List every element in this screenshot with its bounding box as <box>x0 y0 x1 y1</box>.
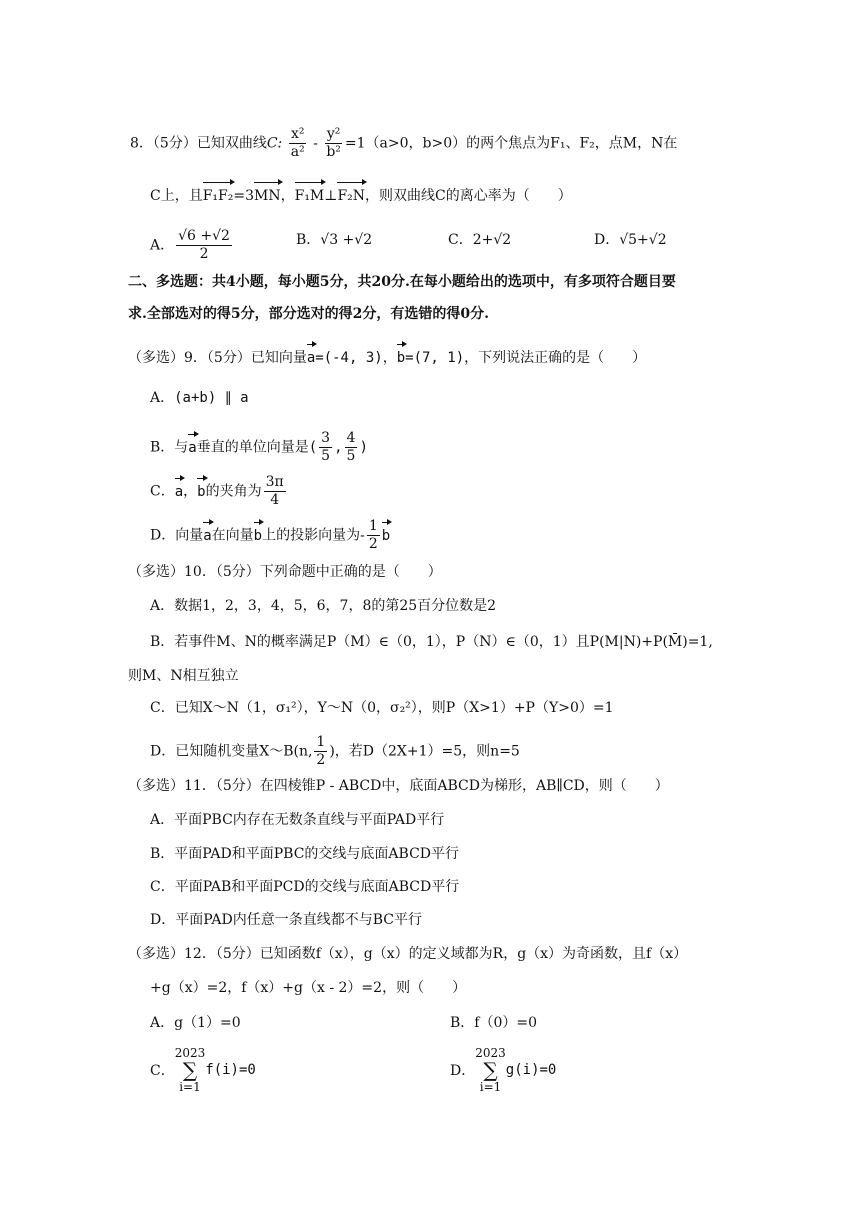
q9-option-b-den2: 5 <box>346 448 356 464</box>
q10-option-d <box>150 734 520 769</box>
q9-option-b-text: 垂直的单位向量是 <box>196 439 309 456</box>
q9-option-a-label: A． <box>150 390 175 406</box>
q9-option-c-vector-b: b <box>197 476 205 502</box>
q8-option-b: B．√3 +√2 <box>296 232 373 248</box>
q10-option-c: C．已知X～N（1，σ₁²），Y～N（0，σ₂²），则P（X>1）+P（Y>0）=1 <box>150 700 614 716</box>
q8-frac-y <box>324 126 343 161</box>
q8-option-a-frac <box>176 228 232 263</box>
q11-option-a: A．平面PBC内存在无数条直线与平面PAD平行 <box>150 812 445 828</box>
q8-curve: C: <box>266 135 283 152</box>
summation-icon: ∑ <box>182 1058 198 1082</box>
q9-option-a <box>150 388 249 408</box>
q8-frac-y-den: b² <box>326 144 341 160</box>
q10-option-d-num: 1 <box>316 734 326 750</box>
q12-option-c <box>150 1046 256 1094</box>
q9-option-b-num2: 4 <box>346 430 356 446</box>
q9-option-b-num1: 3 <box>321 430 331 446</box>
q8-stem-line1 <box>130 126 677 161</box>
q9-option-d-vector-b2: b <box>382 520 390 546</box>
summation-icon: ∑ <box>483 1058 498 1082</box>
q8-eq: =3 <box>233 188 255 204</box>
q9-option-c-vector-a: a <box>175 476 183 502</box>
q8-stem-line2 <box>150 180 572 206</box>
q9-option-d-num: 1 <box>368 518 378 534</box>
q12-option-c-expr: f(i)=0 <box>205 1062 256 1078</box>
q10-option-b-line2: 则M、N相互独立 <box>128 668 239 684</box>
q8-option-a <box>150 228 234 263</box>
q9-vector-a-value: =(-4, 3)， <box>315 350 397 366</box>
q9-stem-text: （多选）9．（5分）已知向量 <box>128 350 307 366</box>
q12-option-d-upper: 2023 <box>475 1046 506 1060</box>
q10-option-d-text-b: )，若D（2X+1）=5，则n=5 <box>329 743 520 760</box>
q8-stem-text: 8．（5分）已知双曲线 <box>130 135 267 152</box>
q12-stem-line2: +g（x）=2，f（x）+g（x - 2）=2，则（ ） <box>150 980 467 996</box>
q12-option-d-sum <box>475 1046 506 1094</box>
q8-minus: - <box>308 135 323 152</box>
q8-frac-x <box>289 126 307 161</box>
q9-option-a-expr: (a+b) ∥ a <box>174 390 249 406</box>
q9-option-c-text: 的夹角为 <box>205 483 262 500</box>
q9-option-c-label: C． <box>150 483 175 500</box>
q12-option-c-sum <box>175 1046 206 1094</box>
q10-stem: （多选）10．（5分）下列命题中正确的是（ ） <box>128 564 442 580</box>
q8-frac-y-num: y² <box>326 126 341 142</box>
q12-option-d <box>450 1046 556 1094</box>
q11-option-b: B．平面PAD和平面PBC的交线与底面ABCD平行 <box>150 846 460 862</box>
q8-vector-f1m: F₁M <box>295 180 325 206</box>
q9-option-d-vector-a: a <box>203 520 211 546</box>
q9-option-d-frac <box>367 518 380 553</box>
q9-option-d-den: 2 <box>368 536 378 552</box>
q9-option-d-vector-b: b <box>254 520 262 546</box>
q9-option-d-text1: 在向量 <box>211 527 254 544</box>
q8-option-d: D．√5+√2 <box>594 232 667 248</box>
q12-option-c-lower: i=1 <box>179 1080 201 1094</box>
q9-stem <box>128 342 646 368</box>
q8-vector-f2n: F₂N <box>337 180 365 206</box>
q8-vector-f1f2: F₁F₂ <box>203 180 234 206</box>
q8-comma: ， <box>280 188 295 204</box>
q10-option-d-frac <box>314 734 327 769</box>
q8-stem-d: ，则双曲线C的离心率为（ ） <box>365 188 572 204</box>
q8-option-a-den: 2 <box>199 246 209 262</box>
section-heading-line2: 求.全部选对的得5分，部分选对的得2分，有选错的得0分. <box>128 306 489 322</box>
q10-option-d-text-a: D．已知随机变量X～B(n, <box>150 743 313 760</box>
q8-option-c: C．2+√2 <box>448 232 512 248</box>
q12-option-d-label: D． <box>450 1063 476 1079</box>
q8-frac-x-num: x² <box>290 126 305 142</box>
section-heading-line1: 二、多选题：共4小题，每小题5分，共20分.在每小题给出的选项中，有多项符合题目要 <box>128 274 676 290</box>
q8-option-a-num: √6 +√2 <box>178 228 230 244</box>
q8-stem-tail: =1（a>0，b>0）的两个焦点为F₁、F₂，点M，N在 <box>344 135 678 152</box>
q9-vector-b-value: =(7, 1) <box>405 350 465 366</box>
q8-vector-mn: MN <box>254 180 281 206</box>
q8-stem-c: C上，且 <box>150 188 203 204</box>
q9-option-b-vector-a: a <box>188 432 196 458</box>
q9-option-c-den: 4 <box>270 492 280 508</box>
q9-option-c-num: 3π <box>265 474 284 490</box>
q9-option-b: B．与a垂直的单位向量是( $\frac{3}{5}$ , $\frac{4}{5}$ ) <box>150 430 368 464</box>
q9-option-b-den1: 5 <box>321 448 331 464</box>
q9-vector-b: b <box>397 342 405 368</box>
q9-stem-tail: ，下列说法正确的是（ ） <box>464 350 647 366</box>
q8-perp: ⊥ <box>324 188 338 204</box>
q10-option-d-den: 2 <box>316 752 326 768</box>
q8-frac-x-den: a² <box>290 144 305 160</box>
q9-option-c: C．a，b的夹角为 $\frac{3\pi}{4}$ <box>150 474 284 508</box>
q11-option-d: D．平面PAD内任意一条直线都不与BC平行 <box>150 912 422 928</box>
q9-option-d-text2: 上的投影向量为 <box>262 527 361 544</box>
q12-stem-line1: （多选）12．（5分）已知函数f（x），g（x）的定义域都为R，g（x）为奇函数，且f（x） <box>128 946 688 962</box>
q9-option-d: D．向量a在向量b上的投影向量为- $\frac{1}{2}$ b <box>150 518 391 552</box>
q10-option-b-line1: B．若事件M、N的概率满足P（M）∈（0，1），P（N）∈（0，1）且P(M|N)+P(M̄)=1, <box>150 634 713 650</box>
q11-stem: （多选）11．（5分）在四棱锥P - ABCD中，底面ABCD为梯形，AB∥CD，则（ ） <box>128 778 669 794</box>
q9-option-b-frac2 <box>345 430 358 465</box>
q12-option-c-upper: 2023 <box>174 1046 206 1060</box>
q9-vector-a: a <box>307 342 315 368</box>
q9-option-d-label: D．向量 <box>150 527 204 544</box>
q12-option-b: B．f（0）=0 <box>450 1015 538 1031</box>
q12-option-d-expr: g(i)=0 <box>505 1062 557 1078</box>
q9-option-c-frac <box>264 474 286 509</box>
q12-option-a: A．g（1）=0 <box>150 1015 241 1031</box>
q10-option-a: A．数据1，2，3，4，5，6，7，8的第25百分位数是2 <box>150 598 497 614</box>
q12-option-c-label: C． <box>150 1063 175 1079</box>
q12-option-d-lower: i=1 <box>479 1080 502 1094</box>
q8-option-a-label: A． <box>150 237 175 254</box>
q9-option-b-frac1 <box>319 430 332 465</box>
q9-option-b-label: B．与 <box>150 439 189 456</box>
q11-option-c: C．平面PAB和平面PCD的交线与底面ABCD平行 <box>150 879 460 895</box>
